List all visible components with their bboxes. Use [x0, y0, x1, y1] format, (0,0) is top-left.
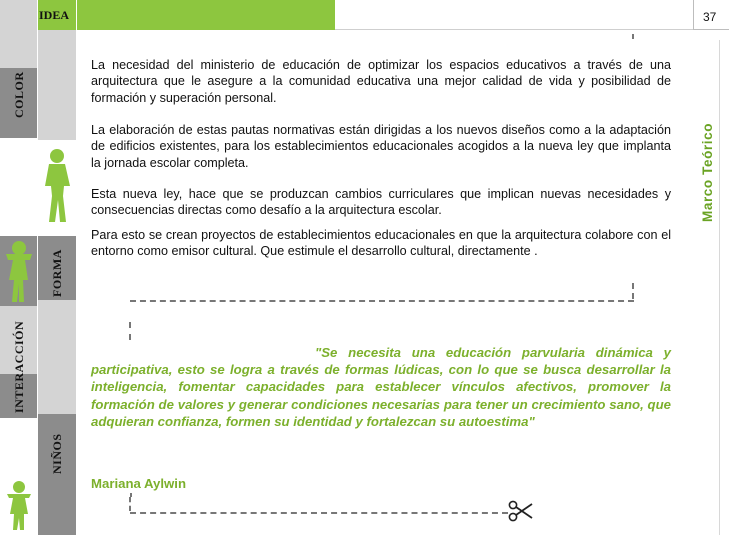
frame-bottom-line [130, 512, 508, 514]
paragraph-2: La elaboración de estas pautas normativas están dirigidas a los nuevos diseños como a la adaptación de edificios existentes, para los establecimientos educacionales acogidos a la nueva ley que implanta la jornada escolar completa. [91, 123, 671, 170]
frame-left-bottom [129, 497, 131, 511]
sidebar-col2-light2 [38, 300, 76, 414]
frame-right-top [632, 283, 634, 299]
section-title: Marco Teórico [700, 122, 715, 222]
side-label-ninos: NIÑOS [50, 433, 64, 474]
scissors-icon [508, 500, 534, 522]
quote-text: "Se necesita una educación parvularia dinámica y participativa, esto se logra a través de formas lúdicas, con lo que se busca desarrollar la inteligencia, fomentar capacidades para establecer vínculos afectivos, promover la formación de valores y generar condiciones necesarias para tener un crecimiento sano, que adquieran confianza, formen su identidad y fortalezcan su autoestima" [91, 345, 671, 429]
paragraph-1: La necesidad del ministerio de educación de optimizar los espacios educativos a través de una arquitectura que le asegure a la comunidad educativa una mejor calidad de vida y posibilidad de formación y superación personal. [91, 58, 671, 105]
sidebar-block-top [0, 0, 37, 68]
child-silhouette-icon [44, 148, 72, 224]
quote-author: Mariana Aylwin [91, 476, 187, 491]
sidebar-col2-light [38, 30, 76, 140]
child-silhouette-icon [4, 480, 34, 532]
frame-top-line [130, 300, 634, 302]
paragraph-3: Esta nueva ley, hace que se produzcan cambios curriculares que implican nuevas necesidades y consecuencias directas como desafío a la arquitectura escolar. [91, 187, 671, 218]
sidebar-col2-grey2 [38, 414, 76, 535]
side-label-interaccion: INTERACCIÓN [12, 320, 26, 413]
page-number: 37 [703, 10, 717, 24]
header-green-bar [77, 0, 335, 30]
header-divider [335, 29, 693, 30]
child-silhouette-icon [4, 240, 34, 304]
side-label-color: COLOR [12, 71, 26, 118]
frame-left-top [129, 322, 131, 340]
paragraph-4: Para esto se crean proyectos de establecimientos educacionales en que la arquitectura colabore con el entorno como emisor cultural. Que estimule el desarrollo cultural, directamente . [91, 228, 671, 259]
header-title: IDEA [39, 8, 70, 22]
side-label-forma: FORMA [50, 249, 64, 297]
frame-tick [130, 493, 132, 497]
right-divider [719, 40, 720, 535]
sidebar-block-white [0, 138, 37, 236]
top-tick-mark [632, 34, 634, 39]
